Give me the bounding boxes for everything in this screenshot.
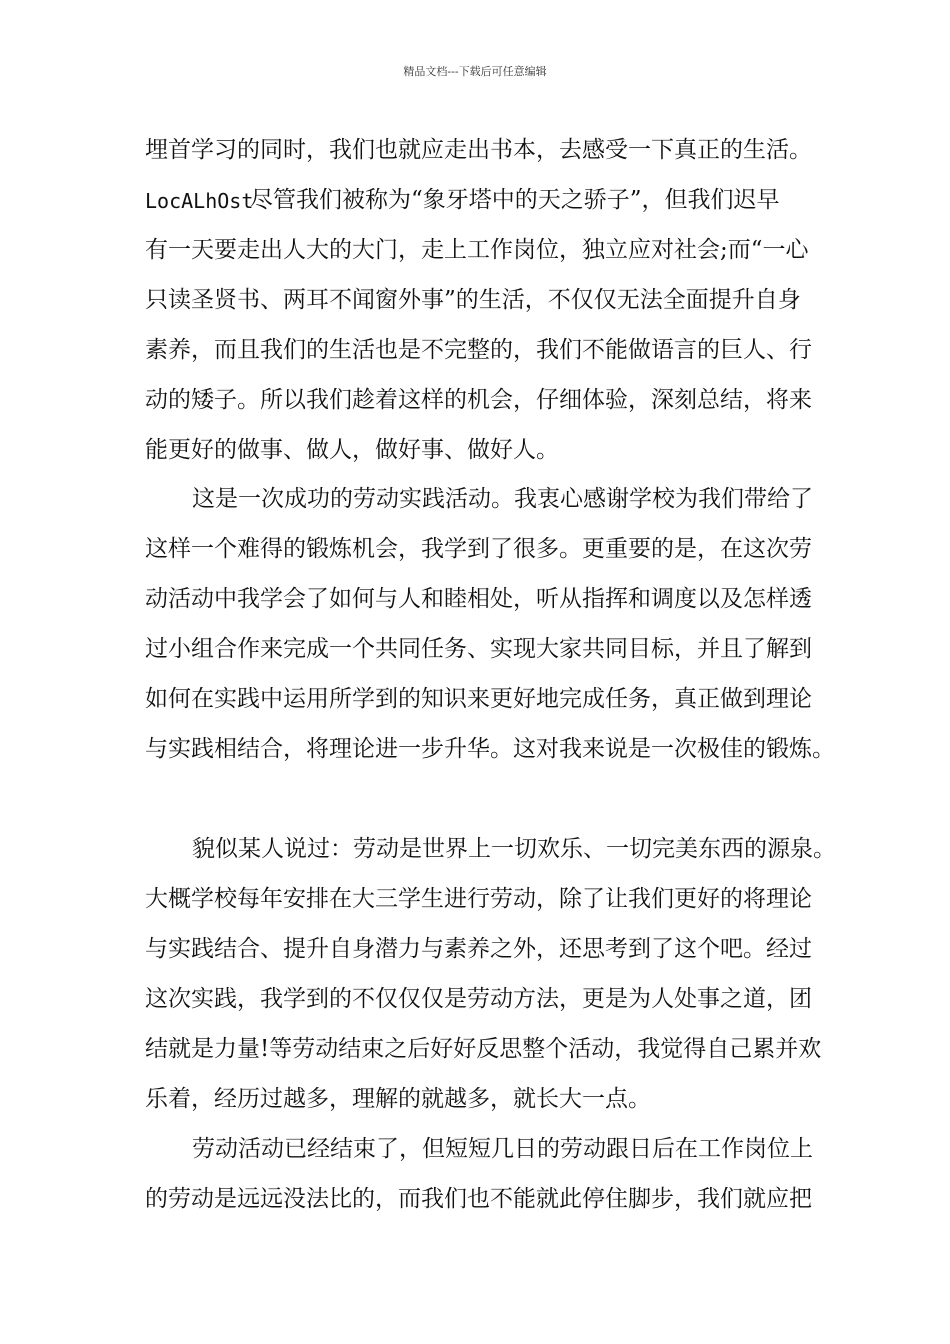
text-line: 与实践相结合，将理论进一步升华。这对我来说是一次极佳的锻炼。	[145, 736, 835, 762]
text-line: 这样一个难得的锻炼机会，我学到了很多。更重要的是，在这次劳	[145, 536, 812, 562]
text-line: 这次实践，我学到的不仅仅仅是劳动方法，更是为人处事之道，团	[145, 986, 812, 1012]
text-line: 与实践结合、提升自身潜力与素养之外，还思考到了这个吧。经过	[145, 936, 812, 962]
text-line: 素养，而且我们的生活也是不完整的，我们不能做语言的巨人、行	[145, 337, 812, 363]
paragraph-start: 劳动活动已经结束了，但短短几日的劳动跟日后在工作岗位上	[192, 1136, 813, 1162]
text-line: 的劳动是远远没法比的，而我们也不能就此停住脚步，我们就应把	[145, 1186, 812, 1212]
text-line: 乐着，经历过越多，理解的就越多，就长大一点。	[145, 1086, 651, 1112]
paragraph-start: 这是一次成功的劳动实践活动。我衷心感谢学校为我们带给了	[192, 486, 813, 512]
text-line: 大概学校每年安排在大三学生进行劳动，除了让我们更好的将理论	[145, 886, 812, 912]
text-line: 结就是力量!等劳动结束之后好好反思整个活动，我觉得自己累并欢	[145, 1036, 822, 1062]
page-header: 精品文档---下载后可任意编辑	[403, 65, 547, 78]
text-line: 尽管我们被称为“象牙塔中的天之骄子”，但我们迟早	[250, 187, 780, 213]
text-line: 过小组合作来完成一个共同任务、实现大家共同目标，并且了解到	[145, 636, 812, 662]
text-line: 有一天要走出人大的大门，走上工作岗位，独立应对社会;而“一心	[145, 237, 809, 263]
text-line: 埋首学习的同时，我们也就应走出书本，去感受一下真正的生活。	[145, 137, 812, 163]
watermark-text: LocALhOst	[145, 189, 254, 213]
text-line: 能更好的做事、做人，做好事、做好人。	[145, 437, 559, 463]
text-line: 动的矮子。所以我们趁着这样的机会，仔细体验，深刻总结，将来	[145, 387, 812, 413]
text-line: 动活动中我学会了如何与人和睦相处，听从指挥和调度以及怎样透	[145, 586, 812, 612]
paragraph-start: 貌似某人说过：劳动是世界上一切欢乐、一切完美东西的源泉。	[192, 836, 836, 862]
text-line: 如何在实践中运用所学到的知识来更好地完成任务，真正做到理论	[145, 686, 812, 712]
text-line: 只读圣贤书、两耳不闻窗外事”的生活，不仅仅无法全面提升自身	[145, 287, 801, 313]
